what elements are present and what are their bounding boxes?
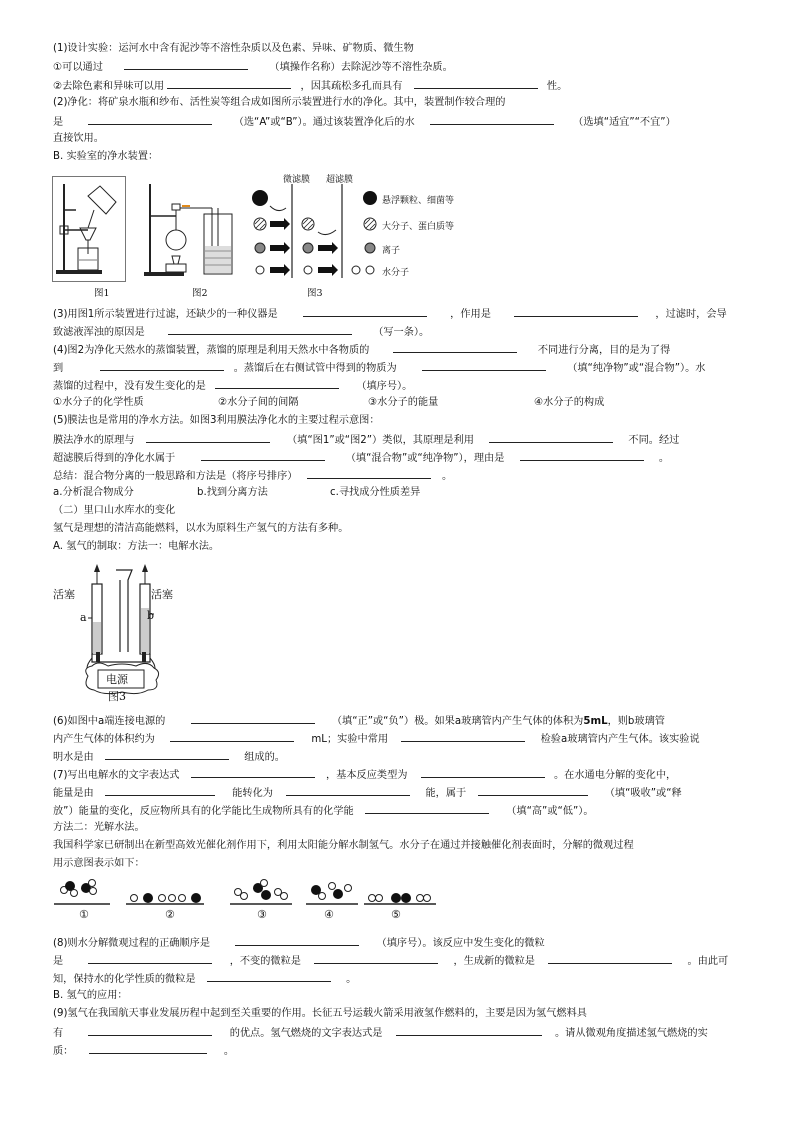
answer-blank[interactable] (396, 1025, 542, 1036)
answer-blank[interactable] (365, 803, 489, 814)
answer-blank[interactable] (105, 785, 215, 796)
text: 知，保持水的化学性质的微粒是 (53, 974, 196, 985)
text: 。请从微观角度描述氢气燃烧的实 (555, 1028, 708, 1039)
q4-line (53, 342, 746, 357)
text: 组成的。 (244, 752, 285, 763)
intro-line (53, 522, 746, 535)
answer-blank[interactable] (100, 360, 224, 371)
text: （填序号）。该反应中发生变化的微粒 (376, 938, 545, 949)
answer-blank[interactable] (514, 306, 638, 317)
q5-line2 (53, 432, 746, 447)
answer-blank[interactable] (207, 971, 331, 982)
step-number: ⑤ (391, 908, 401, 921)
answer-blank[interactable] (430, 114, 554, 125)
answer-blank[interactable] (422, 360, 546, 371)
answer-blank[interactable] (414, 78, 538, 89)
q9-line2 (53, 1025, 746, 1040)
q8-line3 (53, 971, 746, 986)
answer-blank[interactable] (146, 432, 270, 443)
text: (8)则水分解微观过程的正确顺序是 (53, 938, 211, 949)
step-2-atoms (131, 893, 202, 903)
figure-3-label: 图3 (307, 288, 323, 299)
text: ，生成新的微粒是 (453, 956, 535, 967)
step-4-molecules (311, 883, 352, 900)
q1-2-line (53, 78, 746, 93)
text: （填序号）。 (356, 381, 413, 392)
text: （填“图1”或“图2”）类似，其原理是利用 (287, 435, 474, 446)
answer-blank[interactable] (314, 953, 438, 964)
option-1: ①水分子的化学性质 (53, 397, 144, 408)
text: ②去除色素和异味可以用 (53, 81, 165, 92)
text: 。在水通电分解的变化中， (554, 770, 677, 781)
text: (9)氢气在我国航天事业发展历程中起到至关重要的作用。长征五号运载火箭采用液氢作燃料的，主要是因为氢气燃料具 (53, 1008, 587, 1019)
legend-item: 大分子、蛋白质等 (382, 222, 455, 232)
figure-2-distillation (142, 176, 238, 282)
legend-item: 离子 (382, 246, 401, 256)
text: ，不变的微粒是 (229, 956, 301, 967)
text: 能量是由 (53, 788, 94, 799)
q3-line (53, 306, 746, 321)
text: mL；实验中常用 (311, 734, 389, 745)
text: (4)图2为净化天然水的蒸馏装置，蒸馏的原理是利用天然水中各物质的 (53, 345, 370, 356)
photolysis-steps (52, 878, 442, 914)
text: （填“吸收”或“释 (604, 788, 682, 799)
text: 致滤液浑浊的原因是 (53, 327, 145, 338)
text: （写一条）。 (373, 327, 430, 338)
text: 能，属于 (425, 788, 467, 799)
legend-item: 悬浮颗粒、细菌等 (382, 196, 455, 206)
valve-label-left: 活塞 (53, 588, 75, 601)
q5-line (53, 414, 746, 427)
text: 不同进行分离，目的是为了得 (537, 345, 671, 356)
text: (1)设计实验：运河水中含有泥沙等不溶性杂质以及色素、异味、矿物质、微生物 (53, 43, 414, 54)
text: 蒸馏的过程中，没有发生变化的是 (53, 381, 206, 392)
legend-symbols (362, 190, 378, 280)
q1-1-line (53, 59, 746, 74)
answer-blank[interactable] (89, 1043, 207, 1054)
text: 不同。经过 (628, 435, 680, 446)
q2-line (53, 96, 746, 109)
q9-line (53, 1007, 746, 1020)
answer-blank[interactable] (124, 59, 248, 70)
answer-blank[interactable] (201, 450, 325, 461)
text: (5)膜法也是常用的净水方法。如图3利用膜法净化水的主要过程示意图： (53, 415, 380, 426)
text: 方法二：光解水法。 (53, 822, 145, 833)
step-number: ② (165, 908, 175, 921)
option-c: c.寻找成分性质差异 (330, 487, 421, 498)
option-b: b.找到分离方法 (197, 487, 268, 498)
text: 直接饮用。 (53, 133, 104, 144)
answer-blank[interactable] (191, 713, 315, 724)
text: 有 (53, 1028, 64, 1039)
text: 总结：混合物分离的一般思路和方法是（将序号排序） (53, 471, 298, 482)
text: 明水是由 (53, 752, 94, 763)
answer-blank[interactable] (170, 731, 294, 742)
power-supply-label: 电源 (106, 673, 128, 686)
volume-value: 5mL (583, 716, 608, 727)
q2-line2 (53, 114, 746, 129)
text: 膜法净水的原理与 (53, 435, 135, 446)
q7-line (53, 767, 746, 782)
text: 氢气是理想的清洁高能燃料，以水为原料生产氢气的方法有多种。 (53, 523, 349, 534)
step-3-molecules (235, 880, 288, 901)
step-number: ④ (324, 908, 334, 921)
section-b2-heading (53, 989, 746, 1002)
q6-line (53, 713, 746, 728)
legend-item: 水分子 (382, 268, 410, 278)
text: B. 实验室的净水装置： (53, 151, 159, 162)
step-number: ③ (257, 908, 267, 921)
q6-line3 (53, 749, 746, 764)
text: 超滤膜后得到的净化水属于 (53, 453, 176, 464)
step-number: ① (79, 908, 89, 921)
text: （填“纯净物”或“混合物”）。水 (567, 363, 706, 374)
text: 用示意图表示如下： (53, 858, 145, 869)
text: 。 (346, 974, 357, 985)
valve-label-right: 活塞 (151, 588, 173, 601)
figure-2-label: 图2 (192, 288, 208, 299)
method-2-heading (53, 821, 746, 834)
answer-blank[interactable] (286, 785, 410, 796)
step-5-molecules (369, 893, 431, 903)
figure-1-filtration (52, 176, 126, 282)
option-3: ③水分子的能量 (368, 397, 439, 408)
q9-line3 (53, 1043, 746, 1058)
answer-blank[interactable] (307, 468, 431, 479)
text: ，作用是 (450, 309, 491, 320)
text: （填“混合物”或“纯净物”），理由是 (345, 453, 505, 464)
section-a-heading (53, 540, 746, 553)
text: ，因其疏松多孔而具有 (300, 81, 403, 92)
answer-blank[interactable] (215, 378, 339, 389)
text: 到 (53, 363, 64, 374)
text: (2)净化：将矿泉水瓶和纱布、活性炭等组合成如图所示装置进行水的净化。其中，装置制作较合理的 (53, 97, 506, 108)
text: 性。 (546, 81, 568, 92)
answer-blank[interactable] (393, 342, 517, 353)
text: 能转化为 (232, 788, 273, 799)
text: 质： (53, 1046, 74, 1057)
text: （选填“适宜”“不宜”） (573, 117, 676, 128)
text: (6)如图中a端连接电源的 (53, 716, 166, 727)
text: 放”）能量的变化，反应物所具有的化学能比生成物所具有的化学能 (53, 806, 354, 817)
q7-line2 (53, 785, 746, 800)
text: 。 (223, 1046, 235, 1057)
section-b-heading (53, 150, 746, 163)
answer-blank[interactable] (478, 785, 588, 796)
step-1-molecules (61, 880, 97, 897)
q4-options (53, 396, 746, 409)
answer-blank[interactable] (168, 324, 352, 335)
answer-blank[interactable] (88, 114, 212, 125)
text: （二）里口山水库水的变化 (53, 505, 176, 516)
membrane-2-label: 超滤膜 (326, 175, 354, 185)
text: ①可以通过 (53, 62, 103, 73)
q2-line3 (53, 132, 746, 145)
text: 。 (658, 453, 670, 464)
text: 。 (442, 471, 453, 482)
q5-line3 (53, 450, 746, 465)
summary-options (53, 486, 746, 499)
text: 我国科学家已研制出在新型高效光催化剂作用下，利用太阳能分解水制氢气。水分子在通过并接触催化剂表面时，分解的微观过程 (53, 840, 634, 851)
text: 的优点。氢气燃烧的文字表达式是 (229, 1028, 383, 1039)
text: ，则b玻璃管 (607, 716, 665, 727)
text: 。蒸馏后在右侧试管中得到的物质为 (233, 363, 397, 374)
text: 内产生气体的体积约为 (53, 734, 155, 745)
text: 检验a玻璃管内产生气体。该实验说 (540, 734, 700, 745)
option-2: ②水分子间的间隔 (218, 397, 299, 408)
text: （填“正”或“负”）极。如果a玻璃管内产生气体的体积为 (331, 716, 584, 727)
text: （选“A”或“B”）。通过该装置净化后的水 (233, 117, 415, 128)
q6-line2 (53, 731, 746, 746)
text: （填“高”或“低”）。 (506, 806, 594, 817)
photolysis-intro2 (53, 857, 746, 870)
text: ，基本反应类型为 (326, 770, 408, 781)
answer-blank[interactable] (421, 767, 545, 778)
text: （填操作名称）去除泥沙等不溶性杂质。 (269, 62, 453, 73)
answer-blank[interactable] (191, 767, 315, 778)
answer-blank[interactable] (520, 450, 644, 461)
electrode-a-label: a (80, 611, 87, 624)
text: 是 (53, 956, 64, 967)
text: 。由此可 (687, 956, 729, 967)
text: A. 氢气的制取：方法一：电解水法。 (53, 541, 220, 552)
option-4: ④水分子的构成 (534, 397, 605, 408)
section-2-heading (53, 504, 746, 517)
photolysis-intro (53, 839, 746, 852)
summary-line (53, 468, 746, 483)
q4-line2 (53, 360, 746, 375)
q7-line3 (53, 803, 746, 818)
text: (3)用图1所示装置进行过滤，还缺少的一种仪器是 (53, 309, 278, 320)
answer-blank[interactable] (88, 1025, 212, 1036)
q3-line2 (53, 324, 746, 339)
text: ，过滤时，会导 (655, 309, 727, 320)
q4-line3 (53, 378, 746, 393)
figure-3b-label: 图3 (108, 690, 126, 703)
answer-blank[interactable] (167, 78, 291, 89)
option-a: a.分析混合物成分 (53, 487, 134, 498)
answer-blank[interactable] (401, 731, 525, 742)
answer-blank[interactable] (303, 306, 427, 317)
membrane-1-label: 微滤膜 (283, 175, 311, 185)
answer-blank[interactable] (105, 749, 229, 760)
text: 是 (53, 117, 64, 128)
q1-line (53, 42, 746, 55)
answer-blank[interactable] (88, 953, 212, 964)
q8-line2 (53, 953, 746, 968)
answer-blank[interactable] (235, 935, 359, 946)
electrode-b-label: b (147, 609, 155, 622)
figure-1-label: 图1 (94, 288, 110, 299)
text: (7)写出电解水的文字表达式 (53, 770, 180, 781)
answer-blank[interactable] (548, 953, 672, 964)
q8-line (53, 935, 746, 950)
answer-blank[interactable] (489, 432, 613, 443)
text: B. 氢气的应用： (53, 990, 128, 1001)
